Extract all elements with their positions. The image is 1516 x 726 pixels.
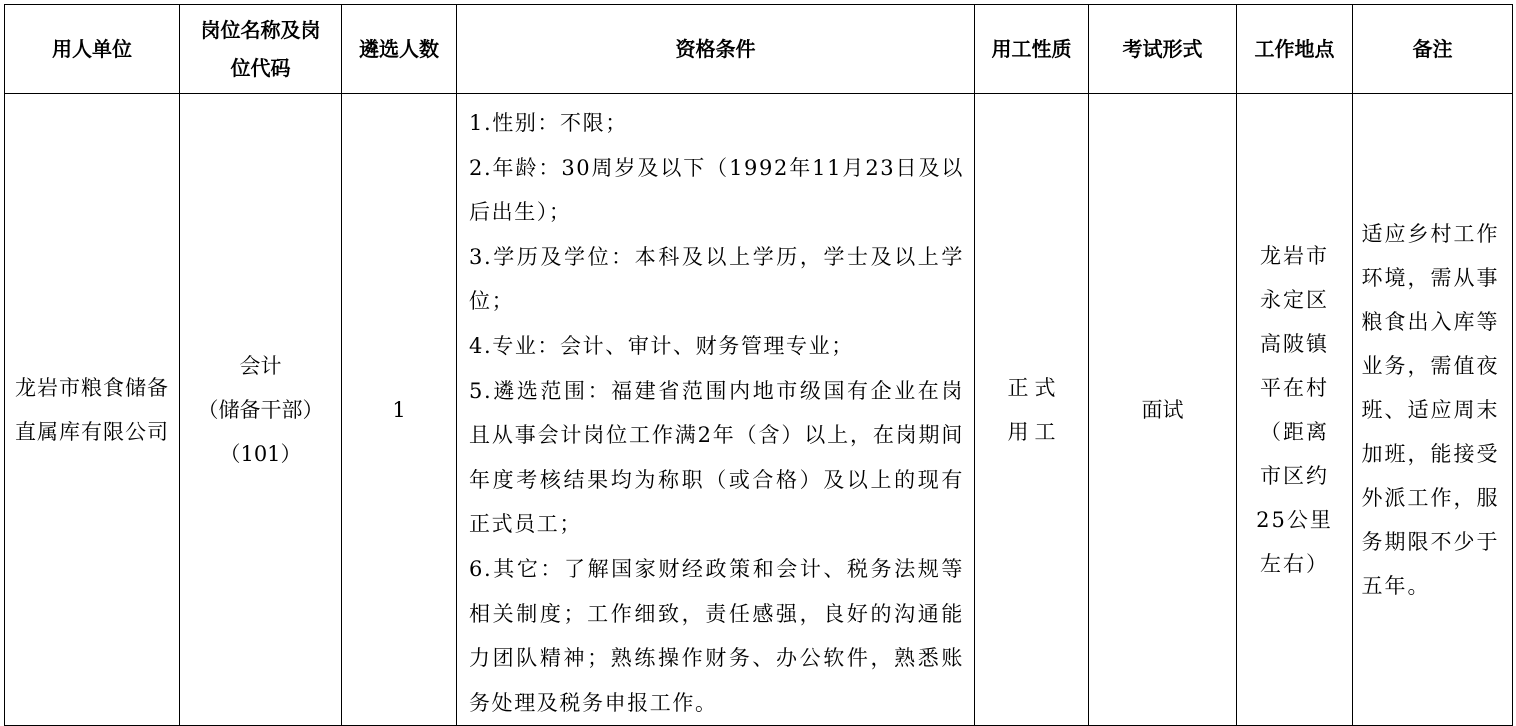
remarks: 适应乡村工作环境，需从事粮食出入库等业务，需值夜班、适应周末加班，能接受外派工作，服务期限不少于五年。 [1361,221,1500,598]
cell-location [1237,94,1353,726]
cell-exam: 面试 [1089,94,1237,726]
requirement-item: 4.专业：会计、审计、财务管理专业； [469,333,854,358]
header-requirements: 资格条件 [457,5,975,94]
header-count: 遴选人数 [342,5,457,94]
header-location: 工作地点 [1237,5,1353,94]
header-post [180,5,342,94]
header-exam: 考试形式 [1089,5,1237,94]
work-location: 龙岩市永定区高陂镇平在村（距离市区约25公里左右） [1256,243,1333,576]
requirements-list [457,94,974,725]
cell-employment-type [975,94,1089,726]
header-employment-type: 用工性质 [975,5,1089,94]
requirement-item: 2.年龄：30周岁及以下（1992年11月23日及以后出生）； [469,155,964,225]
header-remarks: 备注 [1353,5,1513,94]
employment-type: 正式用工 [1007,375,1062,444]
requirement-item: 3.学历及学位：本科及以上学历，学士及以上学位； [469,244,964,314]
header-row [5,5,1513,94]
header-post-label: 岗位名称及岗位代码 [200,18,321,80]
post-name: 会计 [239,353,282,378]
requirement-item: 5.遴选范围：福建省范围内地市级国有企业在岗且从事会计岗位工作满2年（含）以上，在岗期间年度考核结果均为称职（或合格）及以上的现有正式员工； [469,378,964,537]
unit-name: 龙岩市粮食储备直属库有限公司 [15,375,169,444]
post-detail: （储备干部） [197,397,324,422]
header-unit: 用人单位 [5,5,180,94]
cell-post [180,94,342,726]
requirement-item: 6.其它：了解国家财经政策和会计、税务法规等相关制度；工作细致，责任感强，良好的沟通能力团队精神；熟练操作财务、办公软件，熟悉账务处理及税务申报工作。 [469,556,964,715]
cell-count: 1 [342,94,457,726]
cell-unit [5,94,180,726]
cell-remarks [1353,94,1513,726]
post-code: （101） [219,441,302,466]
cell-requirements [457,94,975,726]
recruitment-table [4,4,1513,726]
requirement-item: 1.性别：不限； [469,111,628,135]
table-row [5,94,1513,726]
